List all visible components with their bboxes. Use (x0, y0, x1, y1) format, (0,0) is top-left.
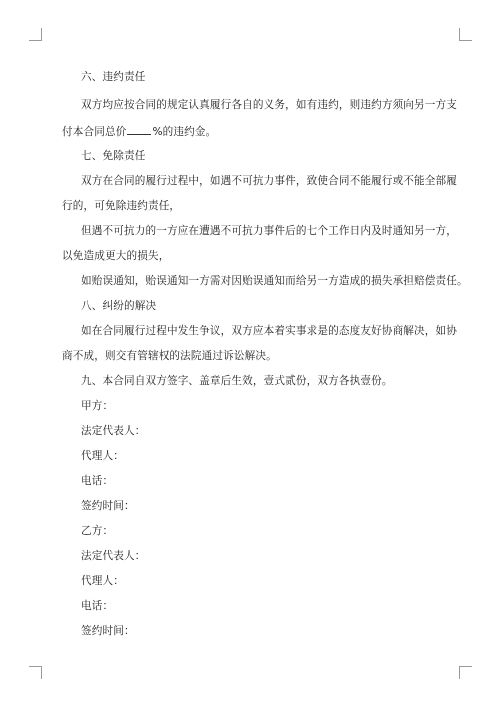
percent-blank (127, 124, 151, 135)
corner-mark-bottom-left (29, 666, 42, 679)
section-8-paragraph-line-1: 如在合同履行过程中发生争议，双方应本着实事求是的态度友好协商解决，如协 (81, 325, 458, 337)
section-8-paragraph-line-2: 商不成，则交有管辖权的法院通过诉讼解决。 (62, 350, 277, 362)
section-7-paragraph-1-line-2: 行的，可免除违约责任， (62, 200, 181, 212)
party-b-signing-date: 签约时间： (81, 625, 135, 637)
party-b-legal-representative: 法定代表人： (81, 550, 146, 562)
section-6-paragraph-line-1: 双方均应按合同的规定认真履行各自的义务，如有违约，则违约方须向另一方支 (81, 99, 458, 111)
party-a-phone: 电话： (81, 475, 114, 487)
party-a-agent: 代理人： (81, 450, 124, 462)
section-7-title: 七、免除责任 (81, 150, 146, 162)
section-7-paragraph-2-line-1: 但遇不可抗力的一方应在遭遇不可抗力事件后的七个工作日内及时通知另一方， (81, 225, 458, 237)
party-a-signing-date: 签约时间： (81, 500, 135, 512)
party-b-label: 乙方： (81, 525, 114, 537)
party-b-agent: 代理人： (81, 575, 124, 587)
party-b-phone: 电话： (81, 600, 114, 612)
party-a-legal-representative: 法定代表人： (81, 425, 146, 437)
section-7-paragraph-1-line-1: 双方在合同的履行过程中，如遇不可抗力事件，致使合同不能履行或不能全部履 (81, 175, 458, 187)
section-6-text-b: %的违约金。 (152, 126, 217, 138)
corner-mark-top-left (29, 28, 42, 41)
section-8-title: 八、纠纷的解决 (81, 300, 157, 312)
section-6-text-a: 付本合同总价 (62, 126, 127, 138)
section-9-title: 九、本合同自双方签字、盖章后生效，壹式贰份，双方各执壹份。 (81, 375, 393, 387)
corner-mark-bottom-right (459, 666, 472, 679)
section-7-paragraph-3-line-1: 如贻误通知，贻误通知一方需对因贻误通知而给另一方造成的损失承担赔偿责任。 (81, 275, 468, 287)
party-a-label: 甲方： (81, 400, 114, 412)
section-6-title: 六、违约责任 (81, 71, 146, 83)
section-6-paragraph-line-2 (62, 124, 216, 139)
corner-mark-top-right (459, 28, 472, 41)
section-7-paragraph-2-line-2: 以免造成更大的损失， (62, 250, 170, 262)
